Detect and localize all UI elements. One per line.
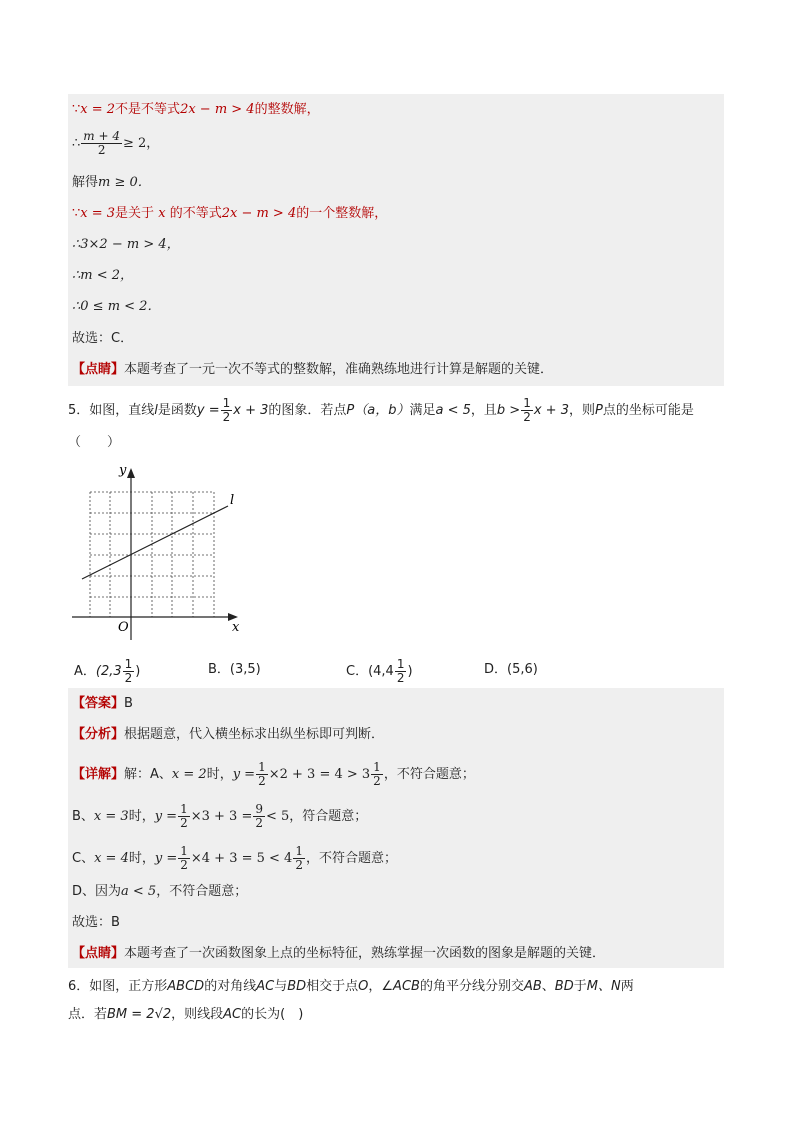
y-axis-arrow: [127, 468, 135, 478]
q6-stem-2: 点．若BM = 2√2，则线段AC的长为( ): [68, 1007, 304, 1022]
option-d[interactable]: D．(5,6): [484, 662, 538, 677]
q5-detail-d: D、因为a < 5，不符合题意；: [72, 884, 248, 899]
q5-graph: [68, 458, 258, 643]
q5-answer: 【答案】B: [72, 696, 133, 711]
prev-line-6: ∴m < 2，: [72, 268, 134, 283]
prev-choice: 故选：C．: [72, 331, 134, 346]
q5-analysis: 【分析】根据题意，代入横坐标求出纵坐标即可判断．: [72, 727, 385, 742]
q5-choice: 故选：B: [72, 915, 120, 930]
prev-line-7: ∴0 ≤ m < 2．: [72, 299, 161, 314]
prev-line-3: 解得m ≥ 0．: [72, 175, 151, 190]
q5-detail-a: 【详解】解：A、x = 2时，y = $\frac{1}{2}$ ×2 + 3 = 4 > 3 $\frac{1}{2}$ ，不符合题意；: [72, 760, 475, 788]
prev-line-5: ∴3×2 − m > 4，: [72, 237, 180, 252]
option-a[interactable]: A．(2,3 $\frac{1}{2}$ ): [74, 657, 141, 685]
q5-detail-b: B、x = 3时，y = $\frac{1}{2}$ ×3 + 3 = $\frac{9}{2}$ < 5，符合题意；: [72, 802, 368, 830]
q5-paren: （ ）: [68, 435, 121, 450]
y-axis-label: y: [119, 463, 127, 478]
prev-line-4: ∵x = 3是关于 x 的不等式2x − m > 4的一个整数解，: [72, 206, 388, 221]
q5-stem: 5．如图，直线l是函数y = $\frac{1}{2}$ x + 3的图象．若点P（a，b）满足a < 5，且b > $\frac{1}{2}$ x + 3，则P点的坐标可能是: [68, 396, 694, 424]
q6-stem-1: 6．如图，正方形ABCD的对角线AC与BD相交于点O，∠ACB的角平分线分别交AB、BD于M、N两: [68, 979, 634, 994]
q5-comment: 【点睛】本题考查了一次函数图象上点的坐标特征，熟练掌握一次函数的图象是解题的关键．: [72, 946, 606, 961]
graph-grid: [90, 492, 214, 617]
prev-line-2: ∴ $\frac{m + 4}{2}$ ≥ 2，: [72, 129, 160, 157]
origin-label: O: [118, 620, 129, 635]
line-l: [82, 506, 228, 579]
q5-detail-c: C、x = 4时，y = $\frac{1}{2}$ ×4 + 3 = 5 < 4 $\frac{1}{2}$ ，不符合题意；: [72, 844, 397, 872]
prev-line-1: ∵x = 2不是不等式2x − m > 4的整数解，: [72, 102, 320, 117]
option-c[interactable]: C．(4,4 $\frac{1}{2}$ ): [346, 657, 413, 685]
option-b[interactable]: B．(3,5): [208, 662, 261, 677]
line-l-label: l: [230, 493, 235, 508]
x-axis-label: x: [232, 620, 240, 635]
prev-comment: 【点睛】本题考查了一元一次不等式的整数解，准确熟练地进行计算是解题的关键．: [72, 362, 554, 377]
